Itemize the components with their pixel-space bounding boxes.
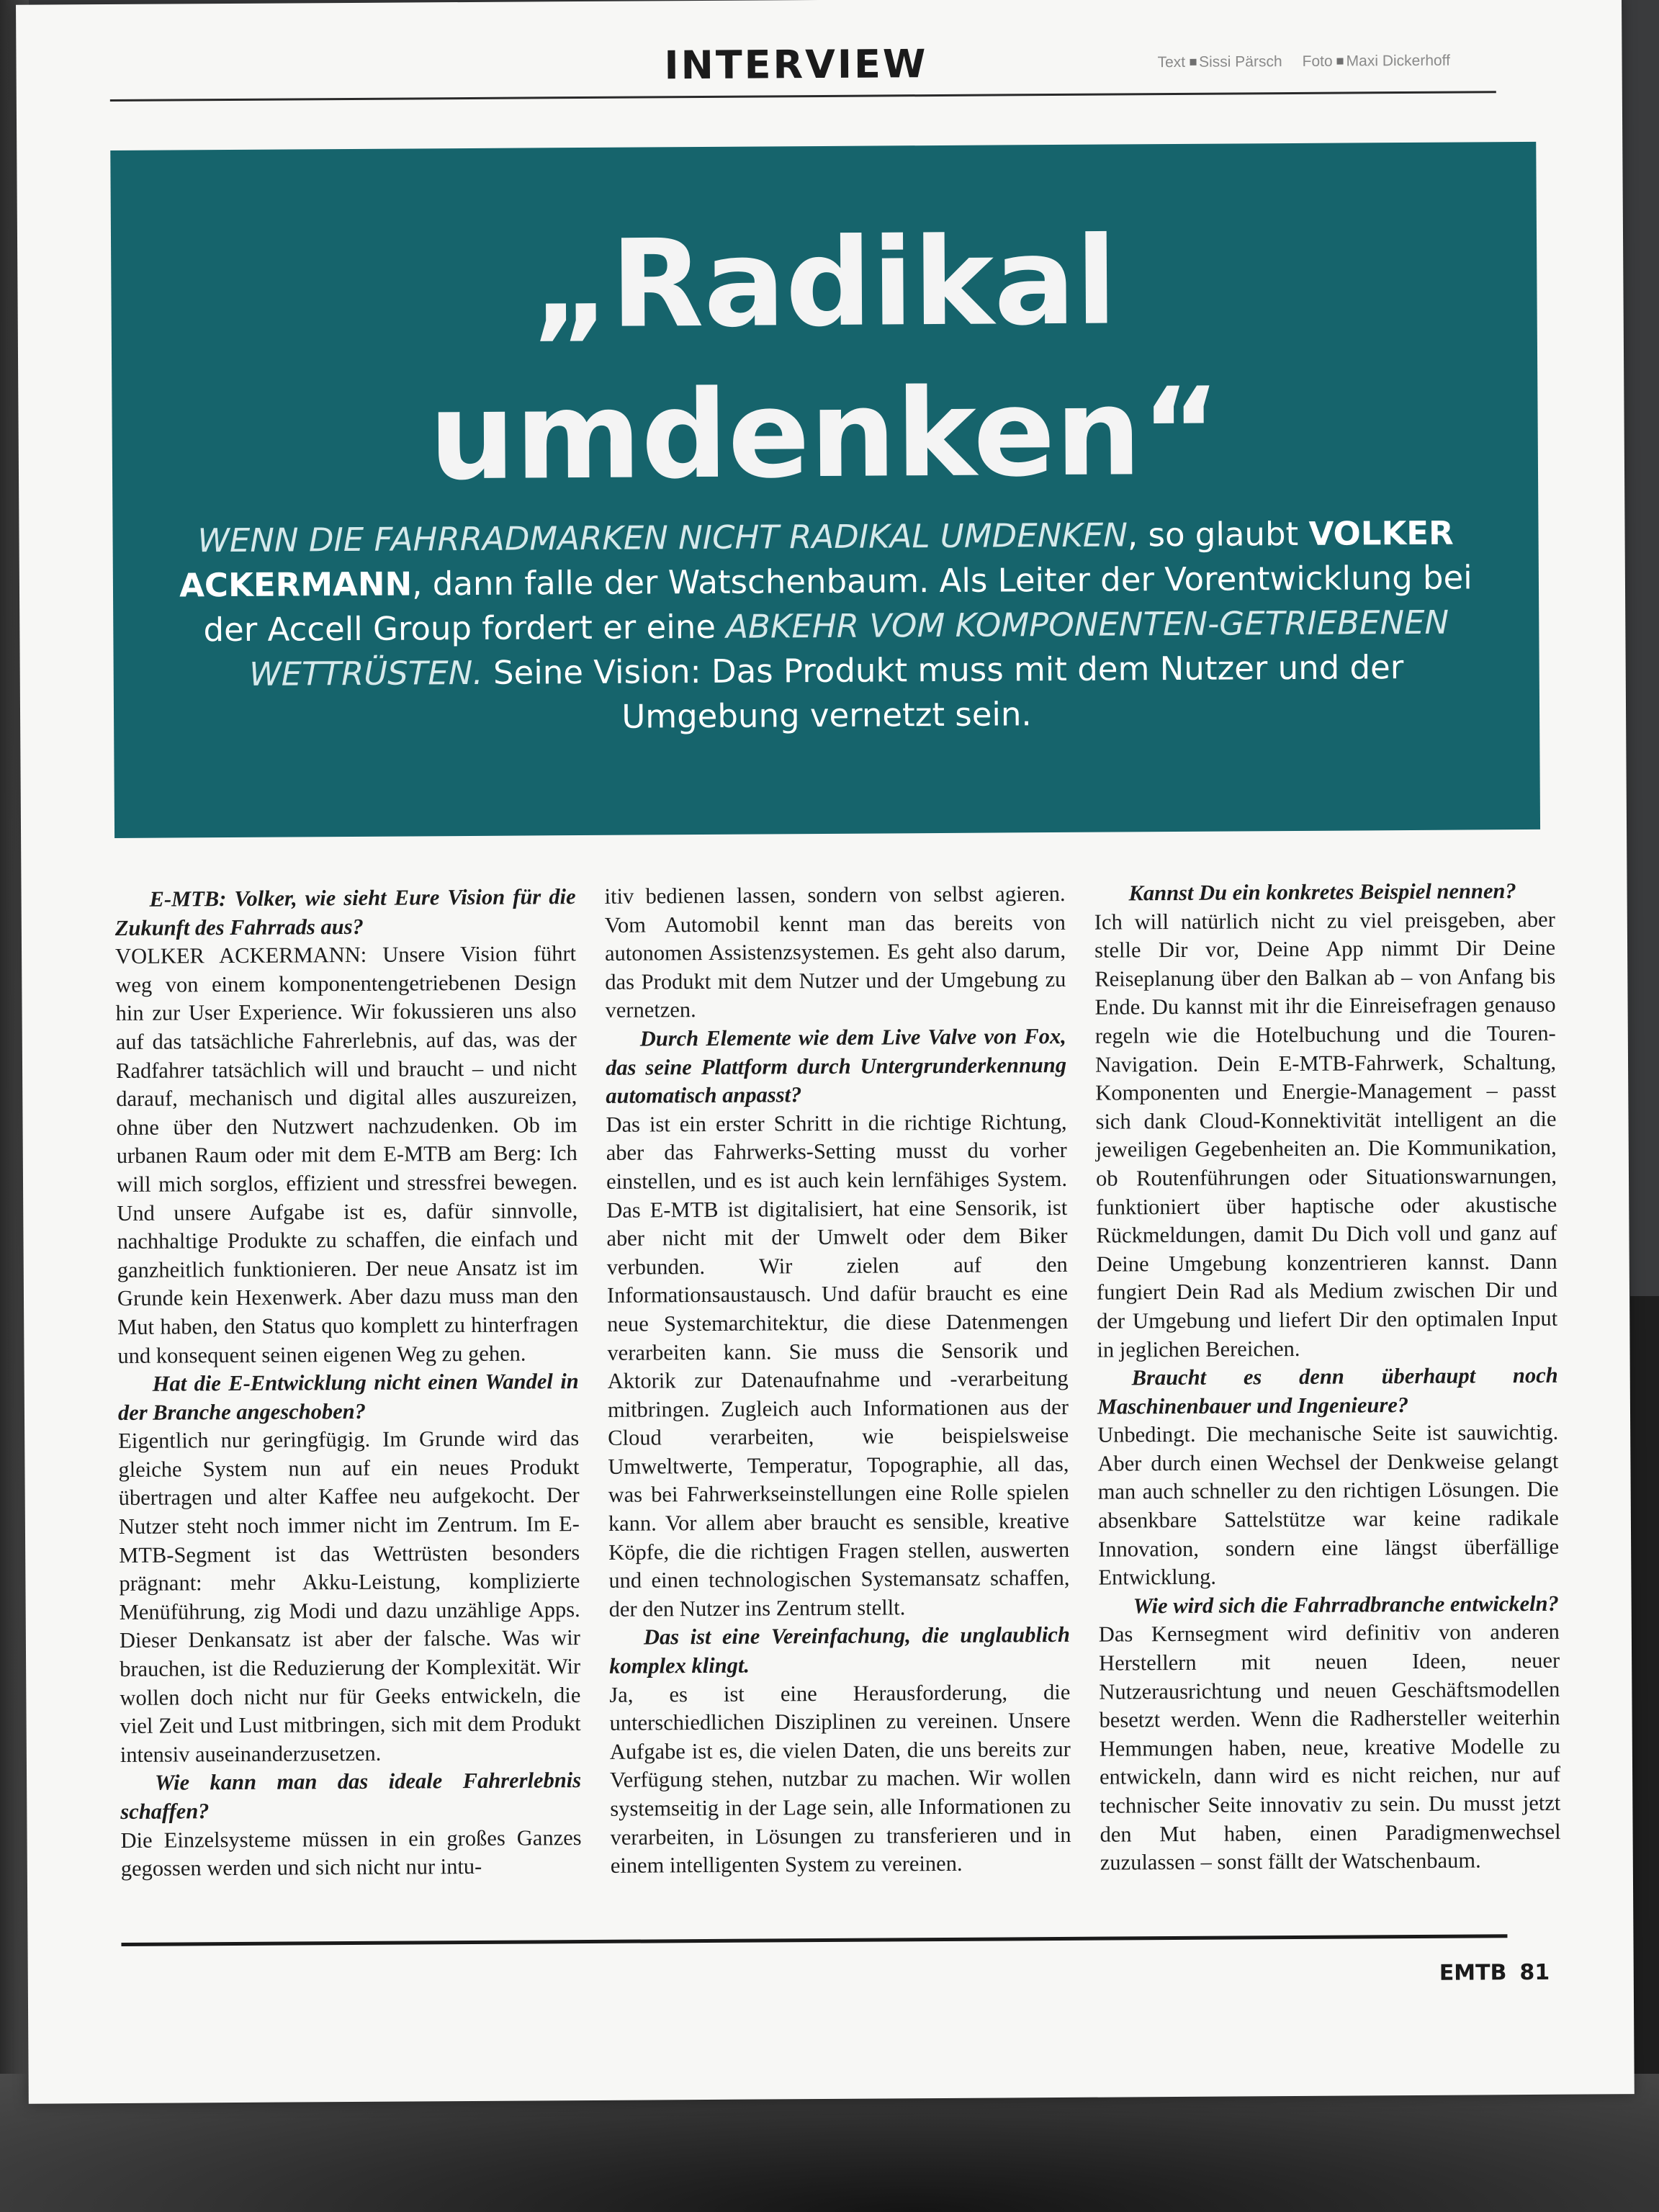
headline-banner	[110, 142, 1540, 838]
interview-question: E-MTB: Volker, wie sieht Eure Vision für die Zukunft des Fahrrads aus?	[114, 884, 576, 940]
headline-line-2: umdenken“	[428, 361, 1222, 508]
credit-text-label: Text	[1157, 53, 1186, 71]
intro-segment: UMDENKEN	[940, 516, 1128, 555]
credit-photo-author: Maxi Dickerhoff	[1346, 52, 1451, 70]
interview-answer: VOLKER ACKERMANN: Unsere Vision führt weg von einem komponentengetriebenen Design hin zur User Experience. Wir fokussieren uns also auf das tatsächliche Fahrerlebnis, auf das, was der Radfahrer tatsächlich will und braucht – und nicht darauf, mechanisch und digital alles auszureizen, ohne über den Nutzwert nachzudenken. Ob im urbanen Raum oder mit dem E-MTB am Berg: Ich will mich sorglos, effizient und stressfrei bewegen. Und unsere Aufgabe ist es, dafür sinnvolle, nachhaltige Produkte zu schaffen, die einfach und ganzheitlich funktionieren. Der neue Ansatz ist im Grunde kein Hexenwerk. Aber dazu muss man den Mut haben, den Status quo komplett zu hinterfragen und konsequent seinen eigenen Weg zu gehen.	[114, 941, 579, 1368]
interview-answer: itiv bedienen lassen, sondern von selbst agieren. Vom Automobil kennt man das bereits von autonomen Assistenzsystemen. Es geht also darum, das Produkt mit dem Nutzer und der Umgebung zu vernetzen.	[604, 881, 1066, 1023]
interview-question: Braucht es denn überhaupt noch Maschinenbauer und Ingenieure?	[1097, 1362, 1558, 1419]
square-bullet-icon	[1337, 58, 1344, 65]
headline-line-1: „Radikal	[530, 210, 1118, 356]
interview-answer: Das ist ein erster Schritt in die richtige Richtung, aber das Fahrwerks-Setting musst du vorher einstellen, und es ist auch kein lernfähiges System. Das E-MTB ist digitalisiert, hat eine Sensorik, ist aber nicht mit der Umwelt oder dem Biker verbunden. Wir zielen auf den Informationsaustausch. Und dafür braucht es eine neue Systemarchitektur, die diese Datenmengen verarbeiten kann. Sie muss die Sensorik und Aktorik zur Datenaufnahme und -verarbeitung mitbringen. Zugleich auch Informationen aus der Cloud verarbeiten, wie beispielsweise Umweltwerte, Temperatur, Topographie, all das, was bei Fahrwerkseinstellungen eine Rolle spielen kann. Vor allem aber braucht es sensible, kreative Köpfe, die die richtigen Fragen stellen, auswerten und einen technologischen Systemansatz schaffen, der den Nutzer ins Zentrum stellt.	[606, 1109, 1070, 1622]
interview-answer: Das Kernsegment wird definitiv von anderen Herstellern mit neuen Ideen, neuer Nutzerausrichtung und neuen Geschäftsmodellen besetzt werden. Wenn die Radhersteller weiterhin Hemmungen haben, neue, kreative Modelle zu entwickeln, dann wird es nicht reichen, nur auf technischer Seite innovativ zu sein. Du musst jetzt den Mut haben, einen Paradigmenwechsel zuzulassen – sonst fällt der Watschenbaum.	[1098, 1619, 1561, 1875]
magazine-name: EMTB	[1439, 1960, 1507, 1986]
interview-question: Hat die E-Entwicklung nicht einen Wandel in der Branche angeschoben?	[117, 1369, 579, 1425]
interview-answer: Eigentlich nur geringfügig. Im Grunde wird das gleiche System nun auf ein neues Produkt übertragen und alter Kaffee neu aufgekocht. Der Nutzer steht noch immer nicht im Zentrum. Im E-MTB-Segment ist das Wettrüsten besonders prägnant: mehr Akku-Leistung, komplizierte Menüführung, zig Modi und dazu unzählige Apps. Dieser Denkansatz ist aber der falsche. Was wir brauchen, ist die Reduzierung der Komplexität. Wir wollen doch nicht nur für Geeks entwickeln, die viel Zeit und Lust mitbringen, sich mit dem Produkt intensiv auseinanderzusetzen.	[118, 1426, 581, 1767]
article-column-1	[114, 883, 581, 1884]
magazine-page	[16, 0, 1635, 2104]
credit-photo-label: Foto	[1302, 53, 1333, 70]
intro-segment: VOLKER ACKERMANN	[179, 513, 1454, 605]
interview-question: Wie kann man das ideale Fahrerlebnis schaffen?	[120, 1768, 582, 1824]
interview-question: Das ist eine Vereinfachung, die unglaublich komplex klingt.	[609, 1622, 1070, 1678]
intro-segment: , so glaubt	[1127, 514, 1309, 554]
footer-divider	[121, 1934, 1507, 1946]
intro-segment: , dann falle der Watschenbaum. Als Leiter der Vorentwicklung bei der Accell Group fordert er eine	[203, 558, 1473, 649]
interview-answer: Unbedingt. Die mechanische Seite ist sauwichtig. Aber durch einen Wechsel der Denkweise gelangt man auch schneller zu den richtigen Lösungen. Die absenkbare Sattelstütze war keine radikale Innovation, sondern eine längst überfällige Entwicklung.	[1097, 1420, 1560, 1590]
credits	[1157, 53, 1450, 71]
interview-answer: Ich will natürlich nicht zu viel preisgeben, aber stelle Dir vor, Deine App nimmt Dir Deine Reiseplanung über den Balkan ab – von Anfang bis Ende. Du kannst mit ihr die Einreisefragen genauso regeln wie die Hotelbuchung und die Touren-Navigation. Dein E-MTB-Fahrwerk, Schaltung, Komponenten und Energie-Management – passt sich dank Cloud-Konnektivität intelligent an die jeweiligen Gegebenheiten an. Die Kommunikation, ob Routenführungen oder Situationswarnungen, funktioniert über haptische oder akustische Rückmeldungen, damit Du Dich voll und ganz auf Deine Umgebung konzentrieren kannst. Dann fungiert Dein Rad als Medium zwischen Dir und der Umgebung und liefert Dir den optimalen Input in jeglichen Bereichen.	[1094, 907, 1558, 1362]
interview-question: Wie wird sich die Fahrradbranche entwickeln?	[1133, 1591, 1559, 1619]
interview-answer: Ja, es ist eine Herausforderung, die unterschiedlichen Disziplinen zu vereinen. Unsere Aufgabe ist es, die vielen Daten, die uns bereits zur Verfügung stehen, nutzbar zu machen. Wir wollen systemseitig in der Lage sein, alle Informationen zu verarbeiten, in Lösungen zu transferieren und in einem intelligenten System zu vereinen.	[609, 1679, 1071, 1879]
interview-question: Durch Elemente wie dem Live Valve von Fox, das seine Plattform durch Untergrunderkennung automatisch anpasst?	[605, 1023, 1067, 1108]
interview-answer: Die Einzelsysteme müssen in ein großes Ganzes gegossen werden und sich nicht nur intu-	[120, 1825, 582, 1881]
intro-segment	[930, 517, 940, 555]
page-number: 81	[1519, 1959, 1550, 1986]
intro-segment: Seine Vision: Das Produkt muss mit dem Nutzer und der Umgebung vernetzt sein.	[482, 648, 1404, 736]
credit-text-author: Sissi Pärsch	[1198, 53, 1282, 71]
section-title: INTERVIEW	[664, 41, 928, 89]
intro-text	[156, 511, 1496, 742]
headline	[111, 203, 1539, 514]
intro-segment: WENN DIE FAHRRADMARKEN NICHT RADIKAL	[197, 517, 930, 560]
header-divider	[110, 91, 1496, 102]
interview-question: Kannst Du ein konkretes Beispiel nennen?	[1128, 878, 1516, 906]
article-column-3	[1094, 877, 1560, 1878]
intro-segment: ABKEHR VOM KOMPONENTEN-GETRIEBENEN WETTRÜSTEN.	[248, 603, 1449, 693]
background-edge-right	[1630, 1296, 1659, 2088]
article-column-2	[604, 880, 1071, 1881]
page-footer	[1439, 1960, 1550, 1986]
square-bullet-icon	[1190, 59, 1196, 66]
